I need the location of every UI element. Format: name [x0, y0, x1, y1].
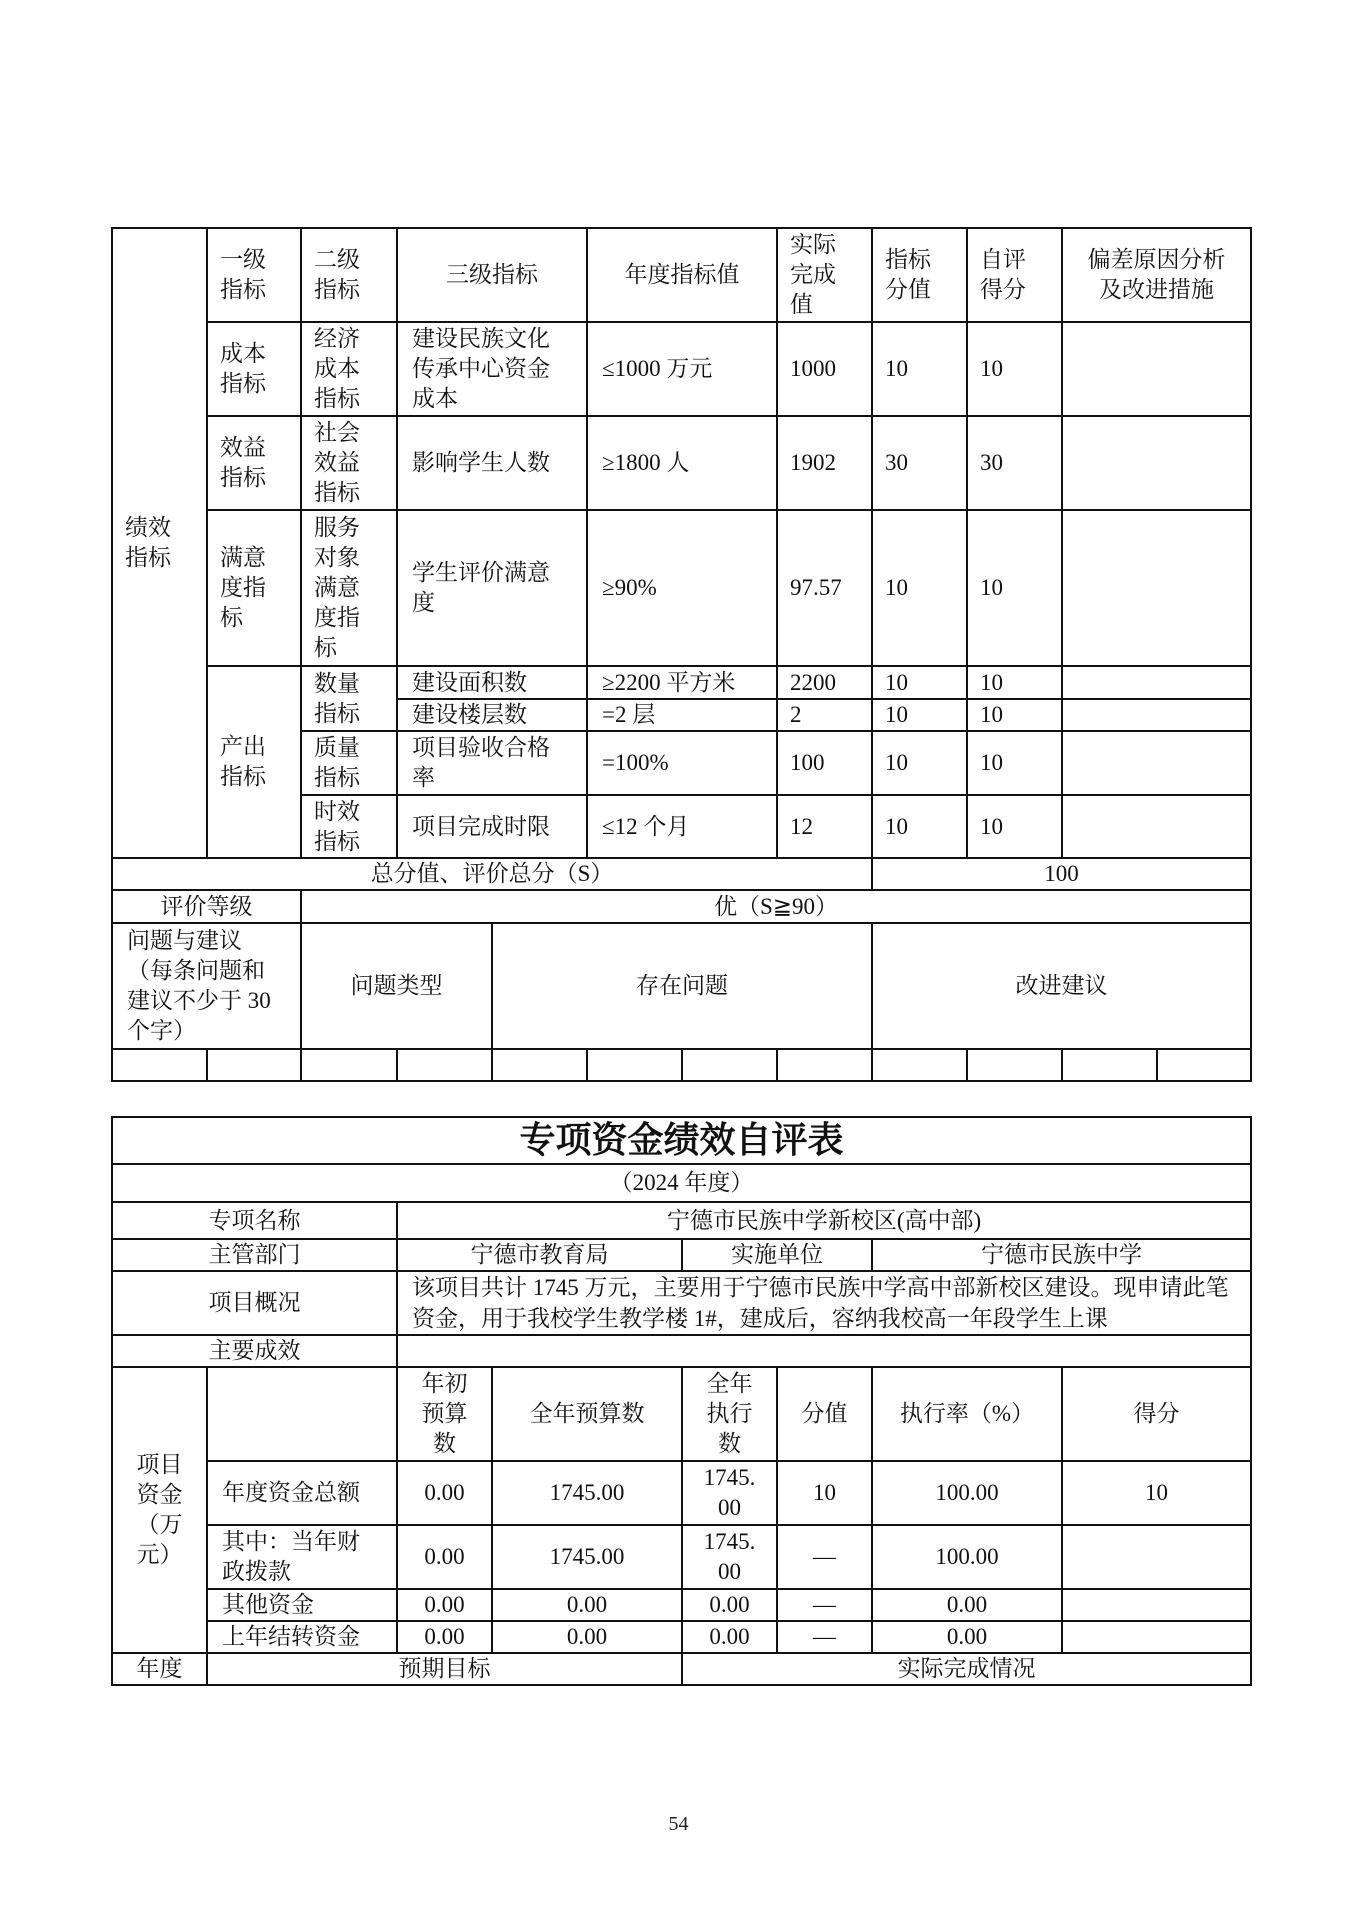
empty-row [112, 1049, 1251, 1081]
indicator-level1: 满意度指标 [207, 510, 301, 666]
header-initial-budget: 年初预算数 [397, 1367, 492, 1461]
suggestion-header: 改进建议 [872, 923, 1251, 1049]
funds-header-row [112, 1367, 1251, 1461]
indicator-name: 影响学生人数 [397, 416, 587, 510]
header-weight: 指标分值 [872, 228, 967, 322]
total-row [112, 858, 1251, 890]
header-level3: 三级指标 [397, 228, 587, 322]
indicator-level1: 效益指标 [207, 416, 301, 510]
implementer-label: 实施单位 [682, 1239, 872, 1271]
header-executed: 全年执行数 [682, 1367, 777, 1461]
fund-score [1062, 1621, 1251, 1653]
indicator-name: 项目完成时限 [397, 795, 587, 858]
problem-header: 存在问题 [492, 923, 872, 1049]
indicator-score: 10 [967, 322, 1062, 416]
section-label: 绩效指标 [112, 228, 207, 858]
indicator-target: ≤12 个月 [587, 795, 777, 858]
fund-name: 其中：当年财政拨款 [207, 1525, 397, 1589]
actual-completion-label: 实际完成情况 [682, 1653, 1251, 1685]
indicator-target: ≥1800 人 [587, 416, 777, 510]
fund-weight: — [777, 1589, 872, 1621]
fund-score: 10 [1062, 1461, 1251, 1525]
grade-label: 评价等级 [112, 890, 301, 923]
goals-year-label: 年度 [112, 1653, 207, 1685]
fund-score [1062, 1525, 1251, 1589]
form-title-row [112, 1117, 1251, 1164]
fund-rate: 0.00 [872, 1589, 1062, 1621]
indicator-name: 建设面积数 [397, 666, 587, 699]
indicator-level2: 社会效益指标 [301, 416, 397, 510]
fund-weight: — [777, 1525, 872, 1589]
empty-cell [777, 1049, 872, 1081]
indicator-level2: 经济成本指标 [301, 322, 397, 416]
empty-cell [587, 1049, 682, 1081]
funds-header-blank [207, 1367, 397, 1461]
fund-executed: 0.00 [682, 1589, 777, 1621]
indicator-actual: 2 [777, 699, 872, 731]
indicator-level1: 成本指标 [207, 322, 301, 416]
project-name-label: 专项名称 [112, 1202, 397, 1239]
empty-cell [301, 1049, 397, 1081]
indicator-target: ≥2200 平方米 [587, 666, 777, 699]
header-score: 自评得分 [967, 228, 1062, 322]
fund-rate: 0.00 [872, 1621, 1062, 1653]
indicator-weight: 10 [872, 322, 967, 416]
performance-indicator-table [111, 227, 1252, 1082]
implementer-value: 宁德市民族中学 [872, 1239, 1251, 1271]
indicator-target: ≥90% [587, 510, 777, 666]
deviation-cell [1062, 795, 1251, 858]
empty-cell [397, 1049, 492, 1081]
deviation-cell [1062, 416, 1251, 510]
fund-executed: 1745.00 [703, 1465, 756, 1520]
indicator-actual: 100 [777, 731, 872, 795]
department-value: 宁德市教育局 [397, 1239, 682, 1271]
empty-cell [112, 1049, 207, 1081]
header-score: 得分 [1062, 1367, 1251, 1461]
indicator-level2: 时效指标 [301, 795, 397, 858]
indicator-name: 项目验收合格率 [397, 731, 587, 795]
page-number: 54 [668, 1813, 689, 1835]
fund-initial-budget: 0.00 [397, 1525, 492, 1589]
fund-rate: 100.00 [872, 1461, 1062, 1525]
indicator-name: 建设楼层数 [397, 699, 587, 731]
fund-initial-budget: 0.00 [397, 1589, 492, 1621]
fund-executed: 0.00 [682, 1621, 777, 1653]
header-row [112, 228, 1251, 322]
issues-label: 问题与建议（每条问题和建议不少于 30 个字） [112, 923, 301, 1049]
indicator-score: 10 [967, 731, 1062, 795]
indicator-actual: 1902 [777, 416, 872, 510]
fund-name: 上年结转资金 [207, 1621, 397, 1653]
empty-cell [207, 1049, 301, 1081]
grade-row [112, 890, 1251, 923]
expected-goal-label: 预期目标 [207, 1653, 682, 1685]
indicator-actual: 12 [777, 795, 872, 858]
indicator-target: =100% [587, 731, 777, 795]
fund-initial-budget: 0.00 [397, 1461, 492, 1525]
indicator-weight: 10 [872, 731, 967, 795]
deviation-cell [1062, 731, 1251, 795]
indicator-level2: 数量指标 [301, 666, 397, 731]
indicator-score: 10 [967, 795, 1062, 858]
indicator-name: 学生评价满意度 [397, 510, 587, 666]
table-row [112, 510, 1251, 666]
empty-cell [872, 1049, 967, 1081]
achievements-row [112, 1335, 1251, 1367]
header-annual-budget: 全年预算数 [492, 1367, 682, 1461]
fund-name: 其他资金 [207, 1589, 397, 1621]
fund-executed: 1745.00 [703, 1529, 756, 1584]
indicator-target: =2 层 [587, 699, 777, 731]
form-title: 专项资金绩效自评表 [112, 1117, 1251, 1164]
header-deviation: 偏差原因分析及改进措施 [1062, 228, 1251, 322]
header-level2: 二级指标 [301, 228, 397, 322]
header-target: 年度指标值 [587, 228, 777, 322]
total-value: 100 [872, 858, 1251, 890]
indicator-score: 10 [967, 699, 1062, 731]
deviation-cell [1062, 699, 1251, 731]
indicator-weight: 10 [872, 510, 967, 666]
indicator-name: 建设民族文化传承中心资金成本 [397, 322, 587, 416]
fund-initial-budget: 0.00 [397, 1621, 492, 1653]
deviation-cell [1062, 666, 1251, 699]
fund-annual-budget: 1745.00 [492, 1461, 682, 1525]
fund-annual-budget: 1745.00 [492, 1525, 682, 1589]
indicator-score: 30 [967, 416, 1062, 510]
issues-header-row [112, 923, 1251, 1049]
table-row [112, 416, 1251, 510]
header-level1: 一级指标 [207, 228, 301, 322]
fund-executed-cell [682, 1461, 777, 1525]
project-name-row [112, 1202, 1251, 1239]
empty-cell [492, 1049, 587, 1081]
table-row [112, 1589, 1251, 1621]
header-actual: 实际完成值 [777, 228, 872, 322]
indicator-level1: 产出指标 [207, 666, 301, 858]
indicator-score: 10 [967, 510, 1062, 666]
achievements-value [397, 1335, 1251, 1367]
project-name: 宁德市民族中学新校区(高中部) [397, 1202, 1251, 1239]
empty-cell [1062, 1049, 1157, 1081]
table-row [112, 1525, 1251, 1589]
form-year: （2024 年度） [112, 1164, 1251, 1202]
department-label: 主管部门 [112, 1239, 397, 1271]
indicator-target: ≤1000 万元 [587, 322, 777, 416]
indicator-weight: 10 [872, 666, 967, 699]
indicator-weight: 10 [872, 795, 967, 858]
empty-cell [1157, 1049, 1251, 1081]
empty-cell [682, 1049, 777, 1081]
indicator-level2: 质量指标 [301, 731, 397, 795]
indicator-actual: 2200 [777, 666, 872, 699]
indicator-level2: 服务对象满意度指标 [301, 510, 397, 666]
goals-row [112, 1653, 1251, 1685]
table-row [112, 322, 1251, 416]
special-fund-self-evaluation-form [111, 1116, 1252, 1686]
header-weight: 分值 [777, 1367, 872, 1461]
deviation-cell [1062, 322, 1251, 416]
department-row [112, 1239, 1251, 1271]
total-label: 总分值、评价总分（S） [112, 858, 872, 890]
indicator-actual: 1000 [777, 322, 872, 416]
overview-row [112, 1271, 1251, 1335]
indicator-score: 10 [967, 666, 1062, 699]
fund-annual-budget: 0.00 [492, 1621, 682, 1653]
table-row [112, 1621, 1251, 1653]
deviation-cell [1062, 510, 1251, 666]
fund-weight: 10 [777, 1461, 872, 1525]
table-row [112, 1461, 1251, 1525]
indicator-weight: 10 [872, 699, 967, 731]
table-row [112, 666, 1251, 699]
achievements-label: 主要成效 [112, 1335, 397, 1367]
fund-score [1062, 1589, 1251, 1621]
overview-label: 项目概况 [112, 1271, 397, 1335]
fund-annual-budget: 0.00 [492, 1589, 682, 1621]
fund-rate: 100.00 [872, 1525, 1062, 1589]
indicator-weight: 30 [872, 416, 967, 510]
fund-executed-cell [682, 1525, 777, 1589]
fund-name: 年度资金总额 [207, 1461, 397, 1525]
overview-text: 该项目共计 1745 万元，主要用于宁德市民族中学高中部新校区建设。现申请此笔资金，用于我校学生教学楼 1#，建成后，容纳我校高一年段学生上课 [397, 1271, 1251, 1335]
funds-label: 项目资金（万元） [112, 1367, 207, 1653]
grade-value: 优（S≧90） [301, 890, 1251, 923]
header-rate: 执行率（%） [872, 1367, 1062, 1461]
fund-weight: — [777, 1621, 872, 1653]
empty-cell [967, 1049, 1062, 1081]
indicator-actual: 97.57 [777, 510, 872, 666]
issue-type-header: 问题类型 [301, 923, 492, 1049]
form-year-row [112, 1164, 1251, 1202]
